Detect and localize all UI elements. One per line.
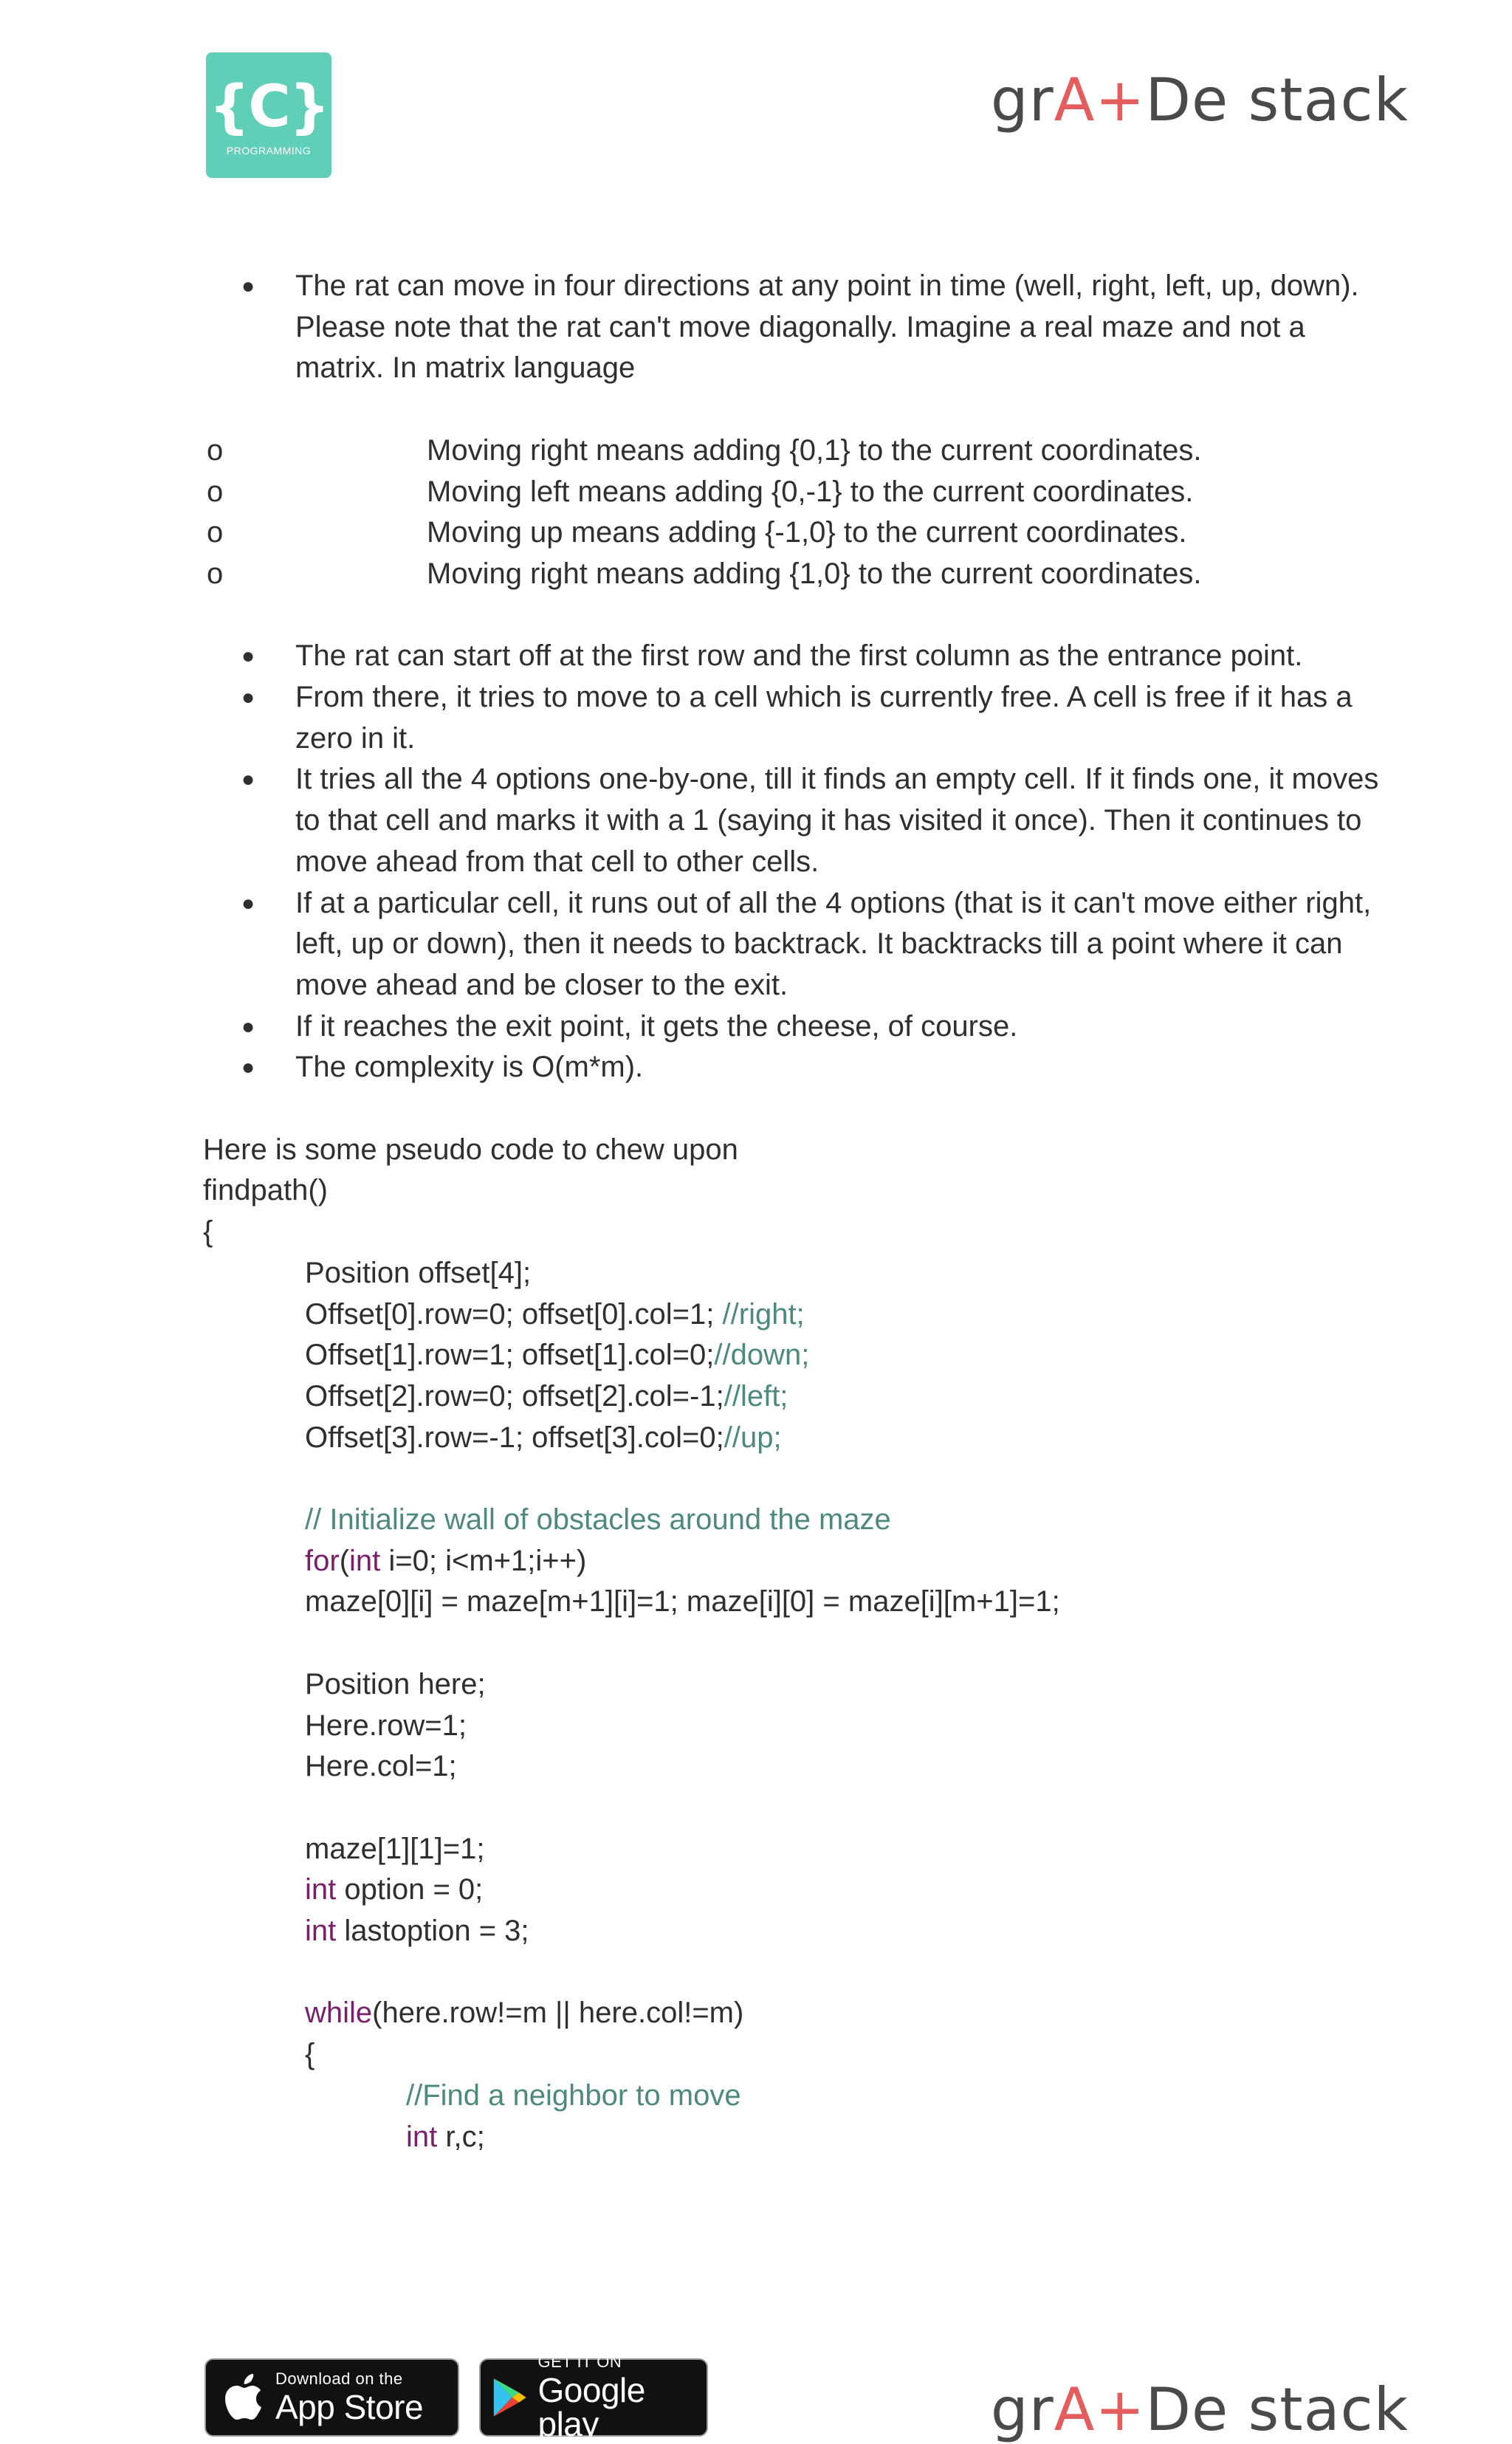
code-line: maze[0][i] = maze[m+1][i]=1; maze[i][0] = maze[i][m+1]=1; [305,1585,1060,1619]
code-line [203,1376,1384,1418]
brand-part1: gr [990,2375,1054,2444]
pseudo-code-block [203,1170,1384,2158]
list-item [203,1047,1384,1088]
bullet-list-main [203,636,1384,1088]
c-programming-logo [206,52,331,178]
app-store-big-text: App Store [275,2388,424,2426]
list-item-text: If it reaches the exit point, it gets the cheese, of course. [295,1009,1018,1043]
gradestack-footer-logo [990,2375,1409,2444]
code-line [203,1418,1384,1459]
code-line: Position here; [305,1667,486,1700]
blank-line [203,1788,1384,1829]
bullet-dot: ● [241,1055,255,1080]
bullet-dot: ● [241,685,255,710]
code-text: ( [339,1544,350,1577]
sub-list-item [203,554,1384,595]
code-line [203,1993,1384,2034]
circle-bullet: o [207,516,224,549]
list-item [203,636,1384,677]
app-store-text [275,2371,423,2424]
google-play-small-text: GET IT ON [537,2352,622,2371]
code-text: r,c; [437,2120,485,2153]
code-text: Offset[2].row=0; offset[2].col=-1; [305,1379,724,1412]
list-item-text: From there, it tries to move to a cell which is currently free. A cell is free if it has a zero in it. [295,681,1353,755]
sub-list-item [203,430,1384,472]
code-text: Offset[3].row=-1; offset[3].col=0; [305,1421,724,1454]
intro-paragraph: Here is some pseudo code to chew upon [203,1133,738,1166]
brand-part2: De stack [1145,2375,1409,2444]
bullet-dot: ● [241,767,255,792]
code-text: Offset[1].row=1; offset[1].col=0; [305,1339,715,1372]
sub-list-item-text: Moving left means adding {0,-1} to the current coordinates. [427,475,1194,508]
code-keyword: int [305,1915,337,1948]
list-item-text: It tries all the 4 options one-by-one, till it finds an empty cell. If it finds one, it moves to that cell and marks it with a 1 (saying it has visited it once). Then it continues to move ahead from that cell to other cells. [295,763,1379,878]
list-item-text: The rat can start off at the first row and the first column as the entrance point. [295,639,1303,673]
code-keyword: int [305,1873,337,1906]
list-item [203,266,1384,389]
code-keyword: int [349,1544,381,1577]
code-line: findpath() [203,1174,328,1207]
code-comment: //up; [724,1421,782,1454]
bullet-dot: ● [241,644,255,669]
code-text: i=0; i<m+1;i++) [380,1544,587,1577]
apple-icon [222,2373,264,2422]
list-item-text: The complexity is O(m*m). [295,1051,644,1084]
c-logo-mark: {C} [208,74,329,140]
code-text: Offset[0].row=0; offset[0].col=1; [305,1297,723,1331]
code-line: { [203,1215,213,1249]
circle-bullet: o [207,433,224,467]
code-line: Position offset[4]; [305,1256,532,1289]
code-line: Here.row=1; [305,1709,467,1742]
code-keyword: int [406,2120,438,2153]
circle-bullet: o [207,557,224,590]
blank-line [203,1952,1384,1994]
code-line [203,1541,1384,1582]
code-keyword: for [305,1544,340,1577]
code-text: option = 0; [336,1873,484,1906]
brand-part2: De stack [1145,66,1409,134]
code-line [203,1911,1384,1952]
bullet-dot: ● [241,890,255,916]
circle-bullet: o [207,475,224,508]
list-item [203,759,1384,882]
code-line: Here.col=1; [305,1750,457,1783]
bullet-dot: ● [241,274,255,298]
google-play-badge[interactable] [479,2352,708,2443]
sub-list-item-text: Moving up means adding {-1,0} to the current coordinates. [427,516,1187,549]
gradestack-logo [990,66,1409,134]
code-comment: //right; [722,1297,805,1331]
code-text: lastoption = 3; [336,1915,529,1948]
brand-part1: gr [990,66,1054,134]
app-store-badge[interactable] [205,2358,459,2437]
code-line: { [305,2038,315,2071]
sub-list-item-text: Moving right means adding {0,1} to the current coordinates. [427,433,1202,467]
code-line: maze[1][1]=1; [305,1832,485,1865]
code-text: (here.row!=m || here.col!=m) [372,1997,744,2030]
list-item [203,1006,1384,1048]
app-store-small-text: Download on the [275,2369,403,2388]
sub-list-item [203,512,1384,554]
code-comment: //down; [714,1339,810,1372]
code-comment-line: // Initialize wall of obstacles around the maze [305,1503,891,1537]
list-item [203,677,1384,759]
sub-bullet-list [203,430,1384,595]
code-line [203,1294,1384,1336]
code-line [203,1335,1384,1376]
c-logo-subtitle: PROGRAMMING [226,145,312,157]
google-play-text [538,2354,707,2441]
google-play-big-text: Google play [537,2371,645,2443]
bullet-list-intro [203,266,1384,389]
list-item-text: If at a particular cell, it runs out of all the 4 options (that is it can't move either right, left, up or down), then it needs to backtrack. It backtracks till a point where it can move ahead and be closer to the exit. [295,886,1372,1001]
list-item [203,883,1384,1006]
google-play-icon [491,2376,528,2419]
brand-accent: A+ [1054,66,1146,134]
document-body [203,266,1384,2158]
code-keyword: while [305,1997,373,2030]
sub-list-item-text: Moving right means adding {1,0} to the current coordinates. [427,557,1202,590]
blank-line [203,1623,1384,1664]
code-comment-line: //Find a neighbor to move [406,2079,741,2112]
brand-accent: A+ [1054,2375,1146,2444]
code-line [203,1870,1384,1911]
code-line [203,2117,1384,2158]
code-comment: //left; [724,1379,788,1412]
sub-list-item [203,472,1384,513]
list-item-text: The rat can move in four directions at any point in time (well, right, left, up, down). Please note that the rat can't move diagonally. Imagine a real maze and not a matrix. In matrix language [295,270,1359,385]
bullet-dot: ● [241,1014,255,1039]
blank-line [203,1458,1384,1500]
